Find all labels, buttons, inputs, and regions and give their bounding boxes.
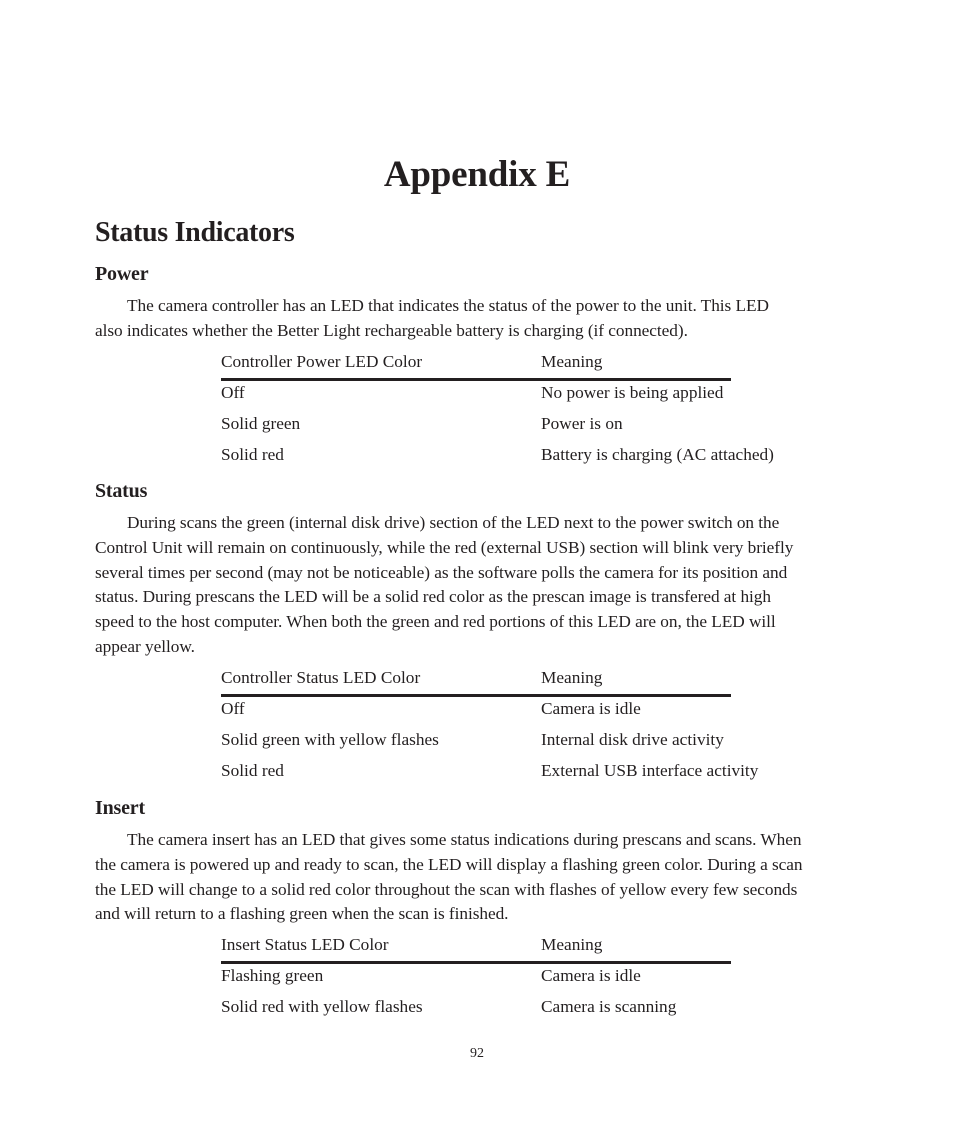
led-color-cell: Off xyxy=(221,699,245,718)
insert-led-table xyxy=(221,933,821,1026)
table-row xyxy=(221,995,821,1026)
column-header-color: Controller Status LED Color xyxy=(221,668,421,687)
column-header-color: Controller Power LED Color xyxy=(221,352,423,371)
led-meaning-cell: Battery is charging (AC attached) xyxy=(541,445,774,464)
power-heading: Power xyxy=(95,263,149,285)
table-row xyxy=(221,443,821,474)
insert-paragraph-line: The camera insert has an LED that gives some status indications during prescans and scans. When xyxy=(127,830,802,849)
led-color-cell: Off xyxy=(221,383,245,402)
table-row xyxy=(221,728,821,759)
led-meaning-cell: Camera is idle xyxy=(541,699,641,718)
power-led-table xyxy=(221,350,821,474)
power-paragraph-line: also indicates whether the Better Light rechargeable battery is charging (if connected). xyxy=(95,320,688,340)
page-number: 92 xyxy=(470,1046,484,1061)
status-paragraph-line: status. During prescans the LED will be a solid red color as the prescan image is transfered at high xyxy=(95,587,771,607)
insert-paragraph xyxy=(95,828,865,927)
led-color-cell: Solid red xyxy=(221,761,284,780)
insert-paragraph-line: and will return to a flashing green when the scan is finished. xyxy=(95,904,509,924)
appendix-title: Appendix E xyxy=(383,154,571,195)
led-meaning-cell: Camera is scanning xyxy=(541,997,677,1016)
status-paragraph-line: Control Unit will remain on continuously, while the red (external USB) section will blink very briefly xyxy=(95,537,794,557)
status-paragraph-line: appear yellow. xyxy=(95,636,195,656)
status-paragraph-line: During scans the green (internal disk drive) section of the LED next to the power switch on the xyxy=(127,513,780,532)
led-meaning-cell: Camera is idle xyxy=(541,966,641,985)
led-meaning-cell: No power is being applied xyxy=(541,383,724,402)
led-meaning-cell: Internal disk drive activity xyxy=(541,730,724,749)
power-paragraph-line: The camera controller has an LED that indicates the status of the power to the unit. This LED xyxy=(127,296,769,315)
status-paragraph-line: several times per second (may not be noticeable) as the software polls the camera for its position and xyxy=(95,562,788,582)
table-header-row xyxy=(221,933,821,964)
led-color-cell: Solid red xyxy=(221,445,284,464)
status-heading: Status xyxy=(95,480,148,502)
status-paragraph-line: speed to the host computer. When both the green and red portions of this LED are on, the LED will xyxy=(95,612,776,632)
table-row xyxy=(221,412,821,443)
led-color-cell: Solid red with yellow flashes xyxy=(221,997,423,1016)
power-paragraph xyxy=(95,294,865,344)
led-color-cell: Flashing green xyxy=(221,966,324,985)
status-led-table xyxy=(221,666,821,790)
table-row xyxy=(221,759,821,790)
column-header-meaning: Meaning xyxy=(541,668,603,687)
table-header-row xyxy=(221,350,821,381)
led-color-cell: Solid green xyxy=(221,414,301,433)
column-header-color: Insert Status LED Color xyxy=(221,935,389,954)
column-header-meaning: Meaning xyxy=(541,352,603,371)
insert-heading: Insert xyxy=(95,797,145,819)
insert-paragraph-line: the LED will change to a solid red color throughout the scan with flashes of yellow every few seconds xyxy=(95,879,798,899)
led-meaning-cell: External USB interface activity xyxy=(541,761,759,780)
section-title: Status Indicators xyxy=(95,217,295,248)
column-header-meaning: Meaning xyxy=(541,935,603,954)
led-color-cell: Solid green with yellow flashes xyxy=(221,730,439,749)
table-row xyxy=(221,381,821,412)
table-row xyxy=(221,964,821,995)
status-paragraph xyxy=(95,511,865,660)
table-row xyxy=(221,697,821,728)
table-header-row xyxy=(221,666,821,697)
insert-paragraph-line: the camera is powered up and ready to scan, the LED will display a flashing green color. During a scan xyxy=(95,854,803,874)
led-meaning-cell: Power is on xyxy=(541,414,623,433)
